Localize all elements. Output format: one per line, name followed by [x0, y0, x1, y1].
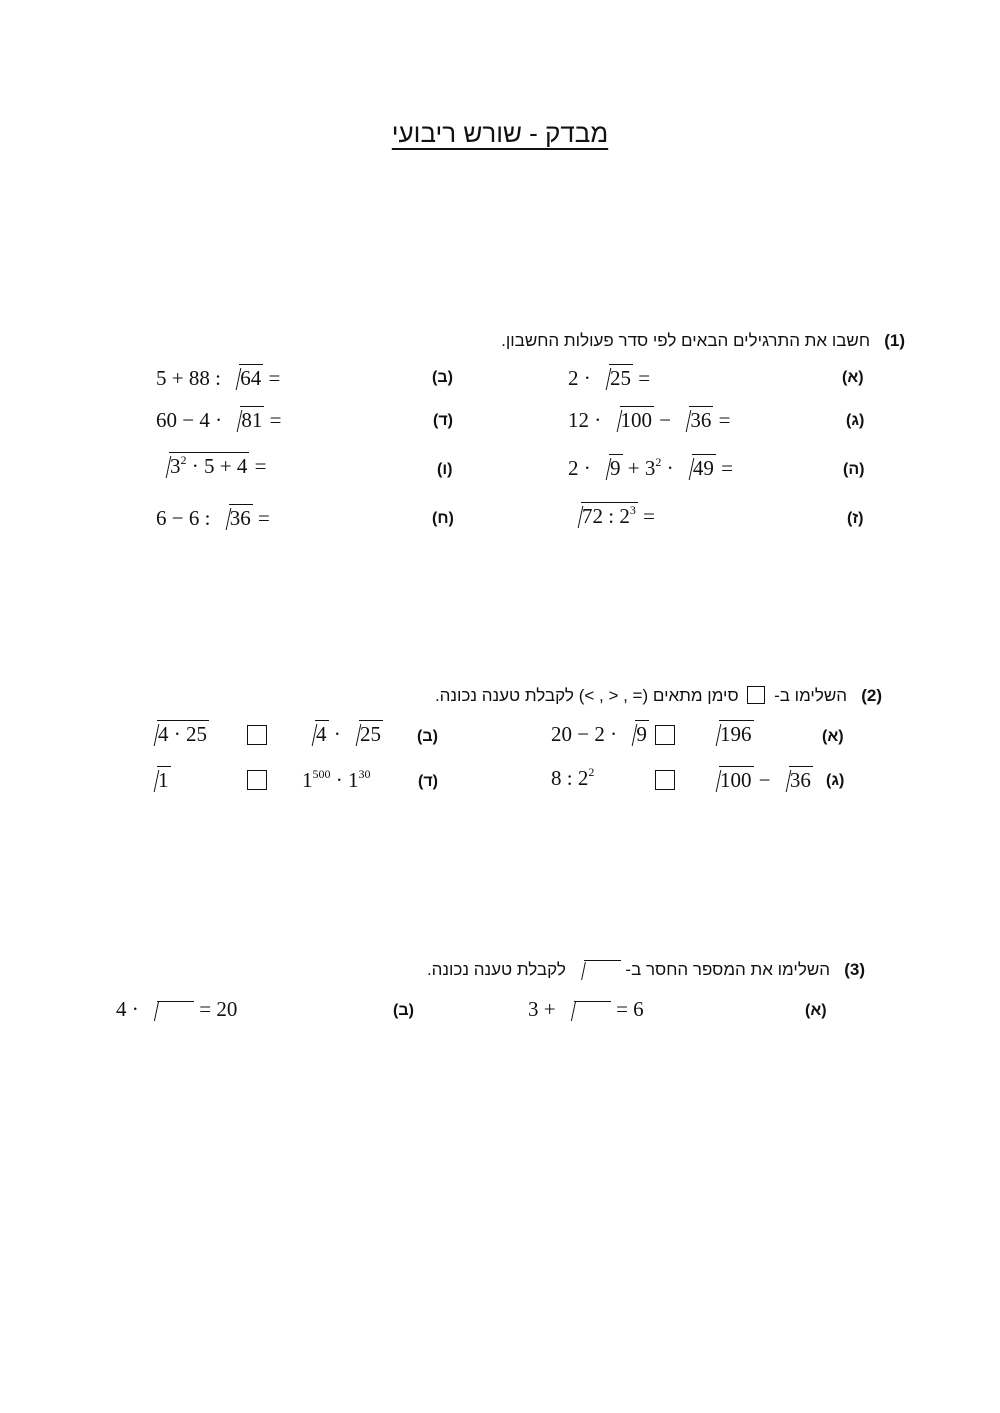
q1-header: [501, 331, 905, 351]
q3-instruction-b: לקבלת טענה נכונה.: [426, 960, 566, 979]
compare-box-a[interactable]: [655, 725, 675, 745]
q2-right-d: $1^{500} \cdot 1^{30}$: [302, 767, 371, 792]
blank-sqrt-icon: [571, 958, 621, 980]
q2-left-d: [144, 766, 171, 793]
sqrt-symbol: 1: [146, 766, 171, 793]
q3-exercise-b: 4 · = 20: [116, 997, 238, 1021]
sqrt-symbol: 100: [708, 766, 754, 793]
q1-label-e: (ה): [843, 461, 865, 478]
q1-instruction: חשבו את התרגילים הבאים לפי סדר פעולות החשבון.: [501, 331, 871, 350]
q1-exercise-d: 60 − 4 · 81 =: [156, 408, 282, 432]
q1-label-c: (ג): [846, 412, 865, 429]
compare-box-d[interactable]: [247, 770, 267, 790]
q2-left-b: [144, 720, 209, 747]
q1-label-f: (ו): [437, 461, 453, 478]
sqrt-blank[interactable]: [563, 997, 611, 1022]
sqrt-blank[interactable]: [146, 997, 194, 1022]
sqrt-symbol: 100: [609, 406, 655, 433]
sqrt-symbol: 36: [218, 504, 253, 531]
sqrt-symbol: 36: [778, 766, 813, 793]
sqrt-symbol: 25: [598, 364, 633, 391]
q3-label-a: (א): [805, 1002, 827, 1019]
q1-exercise-f: $3^2 \cdot 5 + 4$ =: [156, 452, 266, 479]
sqrt-symbol: 4: [304, 720, 329, 747]
q1-number: (1): [884, 331, 905, 350]
q2-right-c: 100 − 36: [706, 766, 813, 793]
q2-instruction-c: לקבלת טענה נכונה.: [434, 686, 574, 705]
sqrt-symbol: 9: [598, 454, 623, 481]
q2-label-d: (ד): [418, 773, 438, 790]
sqrt-symbol: 4 · 25: [146, 720, 209, 747]
q3-number: (3): [844, 960, 865, 979]
q2-right-a: [706, 720, 754, 747]
q1-exercise-e: $2 \cdot 9 + 3^2 \cdot 49$ =: [568, 455, 733, 480]
q2-instruction-b: סימן מתאים: [652, 686, 739, 705]
sqrt-symbol: 25: [348, 720, 383, 747]
q2-header: [435, 686, 882, 706]
sqrt-symbol: 64: [228, 364, 263, 391]
q1-label-g: (ז): [847, 510, 864, 527]
q2-label-a: (א): [822, 728, 844, 745]
q3-header: [427, 958, 865, 981]
q3-label-b: (ב): [393, 1002, 414, 1019]
q2-symbols: (< , > , =): [578, 686, 649, 705]
q2-instruction-a: השלימו ב-: [774, 686, 848, 705]
sqrt-symbol: 196: [708, 720, 754, 747]
sqrt-symbol: $3^2 \cdot 5 + 4$: [158, 452, 249, 479]
q1-label-b: (ב): [432, 369, 453, 386]
q2-number: (2): [861, 686, 882, 705]
q2-label-b: (ב): [417, 728, 438, 745]
q1-exercise-h: 6 − 6 : 36 =: [156, 506, 270, 530]
q1-label-a: (א): [842, 369, 864, 386]
q1-exercise-b: 5 + 88 : 64 =: [156, 366, 281, 390]
q1-exercise-c: 12 · 100 − 36 =: [568, 408, 731, 432]
q2-label-c: (ג): [826, 772, 845, 789]
answer-box-icon: [747, 686, 765, 704]
q1-label-h: (ח): [432, 510, 454, 527]
compare-box-c[interactable]: [655, 770, 675, 790]
q1-exercise-a: 2 · 25 =: [568, 366, 651, 390]
sqrt-symbol: 36: [678, 406, 713, 433]
q1-exercise-g: 72 : $2^3$ =: [568, 502, 655, 529]
q2-right-b: 4 · 25: [302, 720, 383, 747]
q2-left-c: 8 : $2^2$: [551, 765, 595, 790]
compare-box-b[interactable]: [247, 725, 267, 745]
sqrt-symbol: 49: [681, 454, 716, 481]
sqrt-symbol: 72 : $2^3$: [570, 502, 638, 529]
q3-instruction-a: השלימו את המספר החסר ב-: [625, 960, 831, 979]
sqrt-symbol: 9: [624, 720, 649, 747]
sqrt-symbol: 81: [229, 406, 264, 433]
q2-left-a: 20 − 2 · 9: [551, 722, 647, 746]
page-title: מבדק - שורש ריבועי: [391, 118, 609, 148]
q1-label-d: (ד): [433, 412, 453, 429]
q3-exercise-a: 3 + = 6: [528, 997, 644, 1021]
